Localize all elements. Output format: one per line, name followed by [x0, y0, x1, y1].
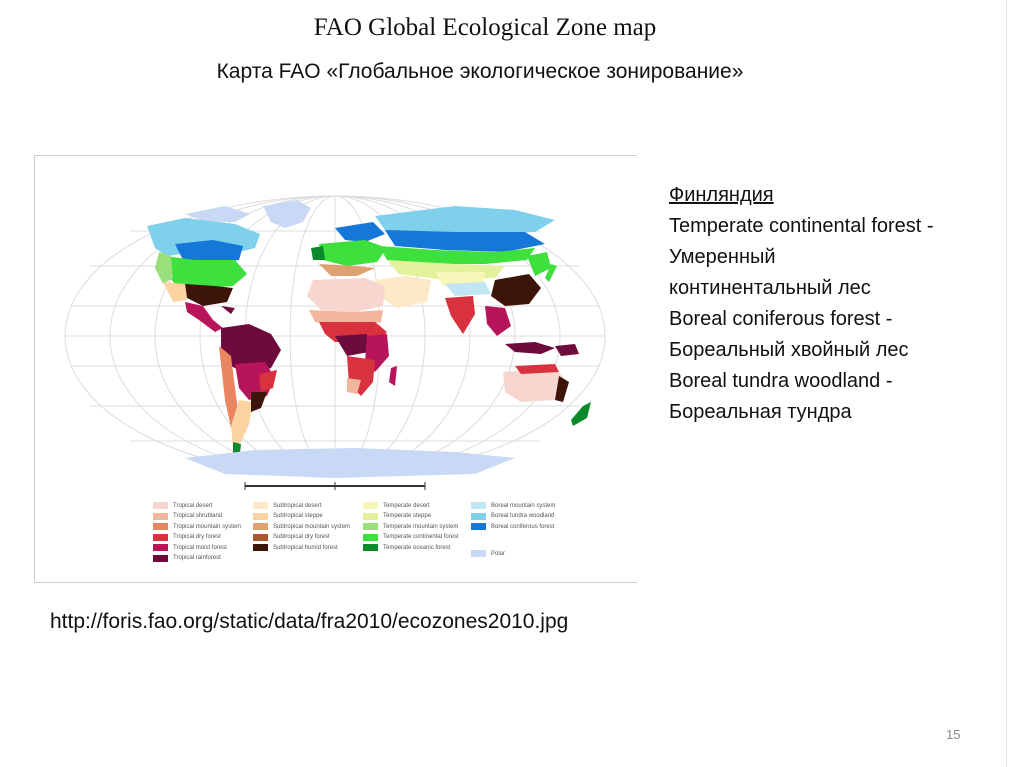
asia-humid [491, 274, 541, 306]
legend-item [253, 522, 350, 531]
legend-swatch [363, 523, 378, 530]
greenland-region [263, 200, 311, 228]
legend-item [153, 512, 222, 521]
legend-label: Polar [491, 550, 506, 557]
congo-rainforest [335, 334, 369, 356]
asia-mountains [445, 282, 491, 296]
sahara [307, 278, 385, 312]
info-line: Boreal tundra woodland - [669, 370, 893, 392]
asia-tundra [375, 206, 555, 234]
south-america-humid [251, 392, 267, 412]
legend-label: Temperate steppe [383, 513, 432, 519]
legend-label: Boreal mountain system [491, 502, 556, 509]
legend-item [253, 512, 323, 521]
legend-swatch [153, 544, 168, 551]
legend-swatch [363, 544, 378, 551]
legend-label: Tropical dry forest [173, 534, 221, 540]
page-number: 15 [946, 727, 961, 742]
legend-label: Temperate desert [383, 502, 430, 509]
legend-label: Tropical mountain system [173, 523, 242, 530]
legend-swatch [153, 513, 168, 520]
europe-coniferous [335, 222, 385, 242]
legend-item [363, 543, 450, 552]
legend-label: Temperate mountain system [383, 523, 459, 530]
legend-item [153, 554, 221, 563]
legend-label: Subtropical dry forest [273, 534, 330, 540]
legend-label: Boreal tundra woodland [491, 513, 555, 519]
legend-label: Subtropical humid forest [273, 544, 338, 551]
legend-swatch [363, 534, 378, 541]
legend-swatch [153, 534, 168, 541]
legend-swatch [253, 523, 268, 530]
legend-item [471, 522, 554, 531]
indonesia [505, 342, 555, 354]
europe-temperate [319, 240, 387, 266]
legend-label: Temperate continental forest [383, 534, 459, 540]
legend-swatch [471, 513, 486, 520]
info-line: Boreal coniferous forest - [669, 308, 893, 330]
legend-label: Subtropical steppe [273, 513, 323, 519]
legend-item [471, 512, 554, 521]
legend-label: Tropical moist forest [173, 544, 227, 551]
north-america-desert [163, 282, 187, 302]
legend-item [471, 549, 505, 558]
north-america-subtropical [185, 284, 233, 306]
legend-swatch [471, 550, 486, 557]
legend-label: Tropical rainforest [173, 555, 221, 561]
legend-swatch [363, 513, 378, 520]
info-line: Бореальная тундра [669, 401, 852, 423]
info-line: Бореальный хвойный лес [669, 339, 909, 361]
legend-swatch [253, 502, 268, 509]
ecological-zone-map [34, 155, 637, 583]
legend-item [253, 543, 338, 552]
legend-item [363, 522, 458, 531]
legend-item [153, 543, 227, 552]
north-america-mountains [155, 252, 173, 284]
map-legend [153, 501, 623, 576]
legend-item [253, 501, 321, 510]
antarctica [185, 448, 515, 478]
info-heading: Финляндия [669, 184, 774, 206]
legend-label: Subtropical mountain system [273, 523, 351, 530]
legend-item [471, 501, 555, 510]
legend-swatch [253, 513, 268, 520]
info-line: Умеренный [669, 246, 776, 268]
legend-item [363, 501, 430, 510]
legend-swatch [253, 544, 268, 551]
southeast-asia [485, 306, 511, 336]
legend-swatch [253, 534, 268, 541]
europe-oceanic [311, 246, 325, 260]
slide-title-english: FAO Global Ecological Zone map [313, 14, 657, 41]
info-line: континентальный лес [669, 277, 871, 299]
legend-label: Boreal coniferous forest [491, 523, 555, 530]
info-line: Temperate continental forest - [669, 215, 934, 237]
madagascar [389, 366, 397, 386]
legend-item [363, 512, 431, 521]
legend-swatch [471, 523, 486, 530]
legend-label: Subtropical desert [273, 502, 322, 509]
caribbean [221, 306, 235, 314]
source-url: http://foris.fao.org/static/data/fra2010/ecozones2010.jpg [50, 610, 569, 633]
legend-swatch [363, 502, 378, 509]
legend-item [363, 533, 459, 542]
legend-swatch [153, 523, 168, 530]
slide-title-russian: Карта FAO «Глобальное экологическое зонирование» [216, 60, 744, 83]
legend-item [253, 533, 330, 542]
legend-label: Tropical shrubland [173, 513, 223, 519]
legend-swatch [153, 502, 168, 509]
legend-swatch [153, 555, 168, 562]
map-scale-bar [245, 482, 425, 490]
finland-info [669, 180, 999, 428]
legend-item [153, 501, 212, 510]
legend-label: Temperate oceanic forest [383, 544, 451, 551]
legend-item [153, 533, 221, 542]
legend-swatch [471, 502, 486, 509]
slide-edge [1006, 0, 1007, 767]
india [445, 296, 475, 334]
legend-label: Tropical desert [173, 502, 213, 509]
legend-item [153, 522, 241, 531]
